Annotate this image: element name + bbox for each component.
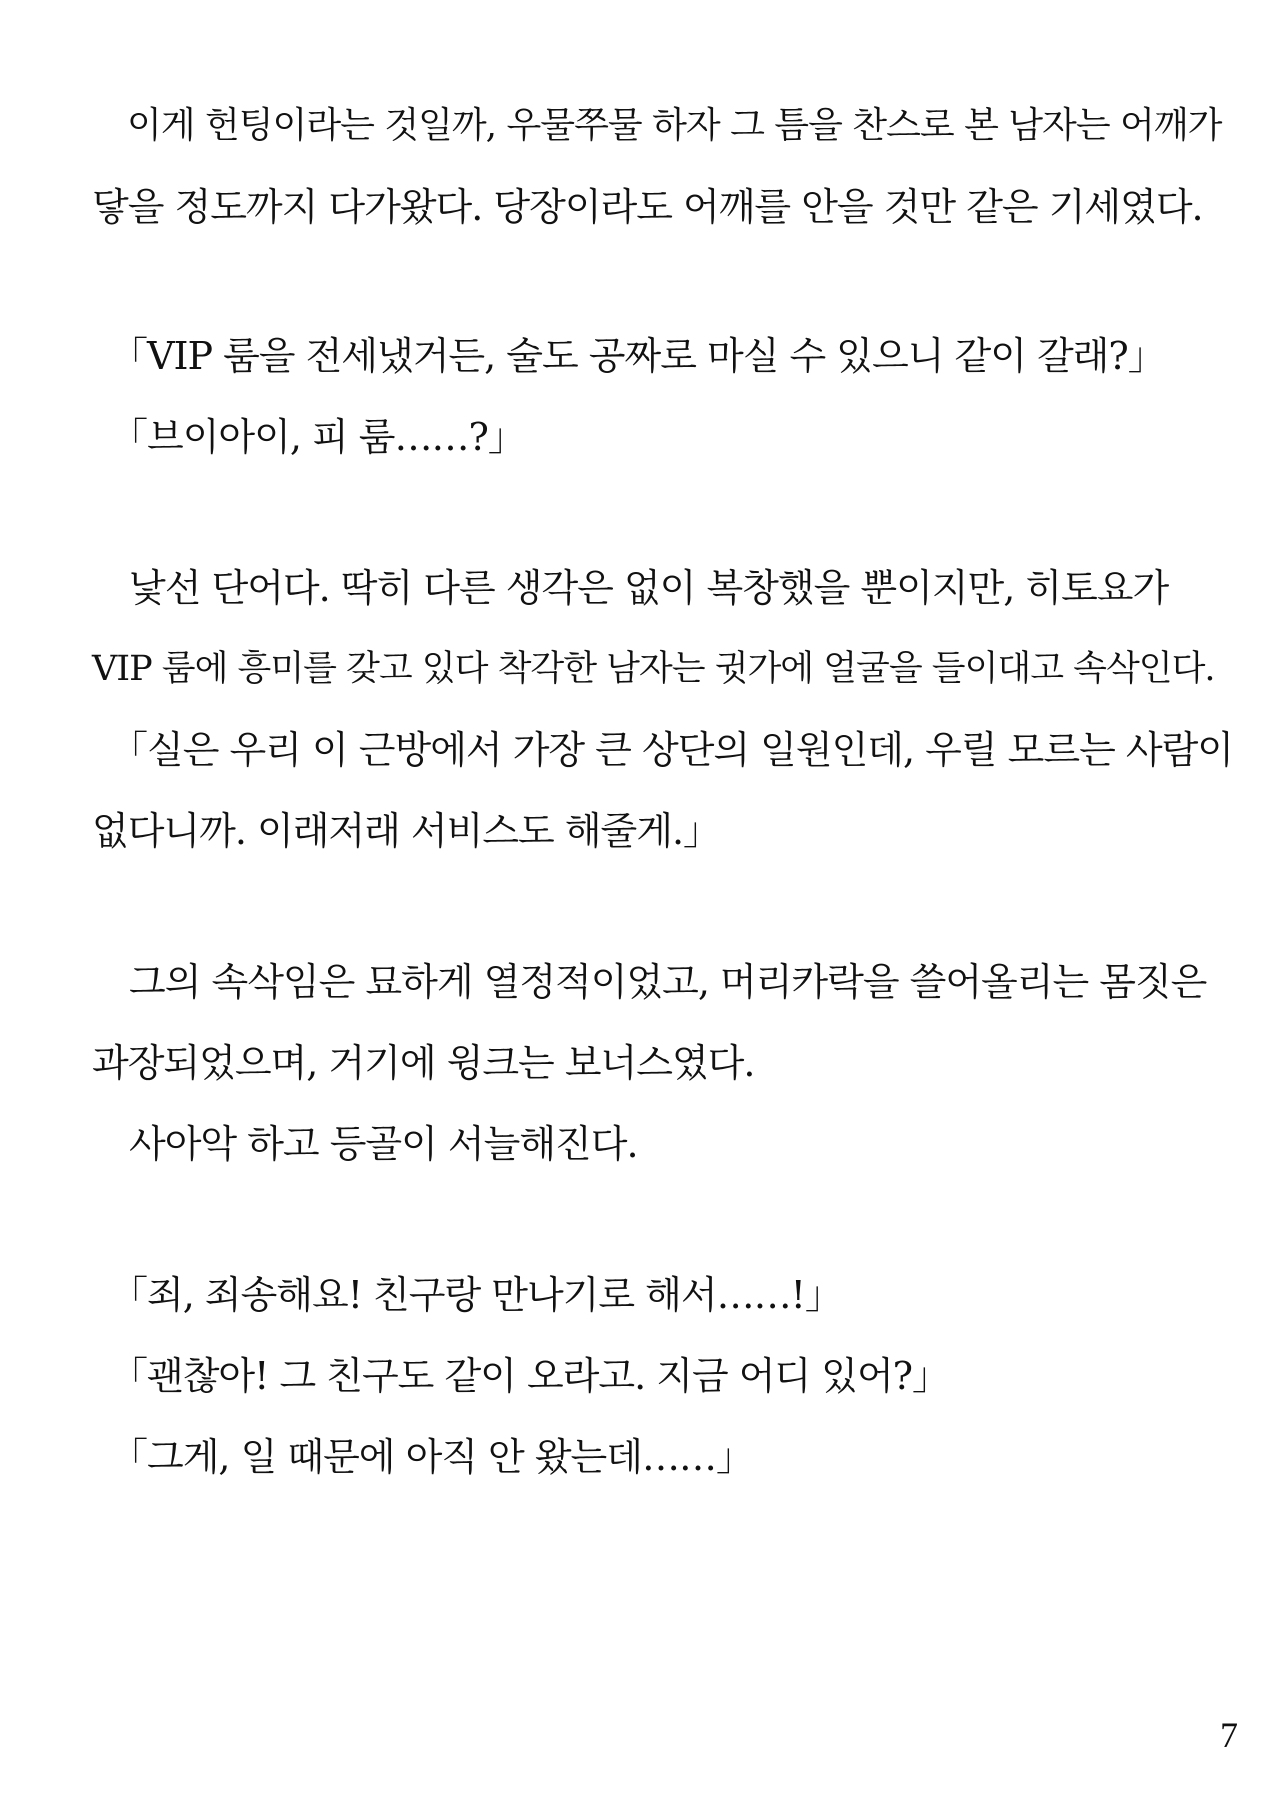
text-line: 닿을 정도까지 다가왔다. 당장이라도 어깨를 안을 것만 같은 기세였다. bbox=[92, 185, 1203, 229]
text-line: 「그게, 일 때문에 아직 안 왔는데……」 bbox=[92, 1435, 753, 1479]
text-line: 없다니까. 이래저래 서비스도 해줄게.」 bbox=[92, 809, 721, 853]
text-line: 과장되었으며, 거기에 윙크는 보너스였다. bbox=[92, 1041, 755, 1085]
text-line: 「실은 우리 이 근방에서 가장 큰 상단의 일원인데, 우릴 모르는 사람이 bbox=[92, 728, 1233, 772]
text-line: 그의 속삭임은 묘하게 열정적이었고, 머리카락을 쓸어올리는 몸짓은 bbox=[92, 960, 1207, 1004]
text-line: 사아악 하고 등골이 서늘해진다. bbox=[92, 1122, 638, 1166]
text-line: 「브이아이, 피 룸……?」 bbox=[92, 415, 525, 459]
text-line: VIP 룸에 흥미를 갖고 있다 착각한 남자는 귓가에 얼굴을 들이대고 속삭인다. bbox=[92, 649, 1215, 689]
text-line: 이게 헌팅이라는 것일까, 우물쭈물 하자 그 틈을 찬스로 본 남자는 어깨가 bbox=[92, 105, 1222, 146]
text-line: 「VIP 룸을 전세냈거든, 술도 공짜로 마실 수 있으니 같이 갈래?」 bbox=[92, 334, 1165, 378]
text-line: 낯선 단어다. 딱히 다른 생각은 없이 복창했을 뿐이지만, 히토요가 bbox=[92, 566, 1169, 610]
text-line: 「죄, 죄송해요! 친구랑 만나기로 해서……!」 bbox=[92, 1273, 842, 1317]
text-line: 「괜찮아! 그 친구도 같이 오라고. 지금 어디 있어?」 bbox=[92, 1354, 950, 1398]
page-number: 7 bbox=[1220, 1715, 1238, 1755]
